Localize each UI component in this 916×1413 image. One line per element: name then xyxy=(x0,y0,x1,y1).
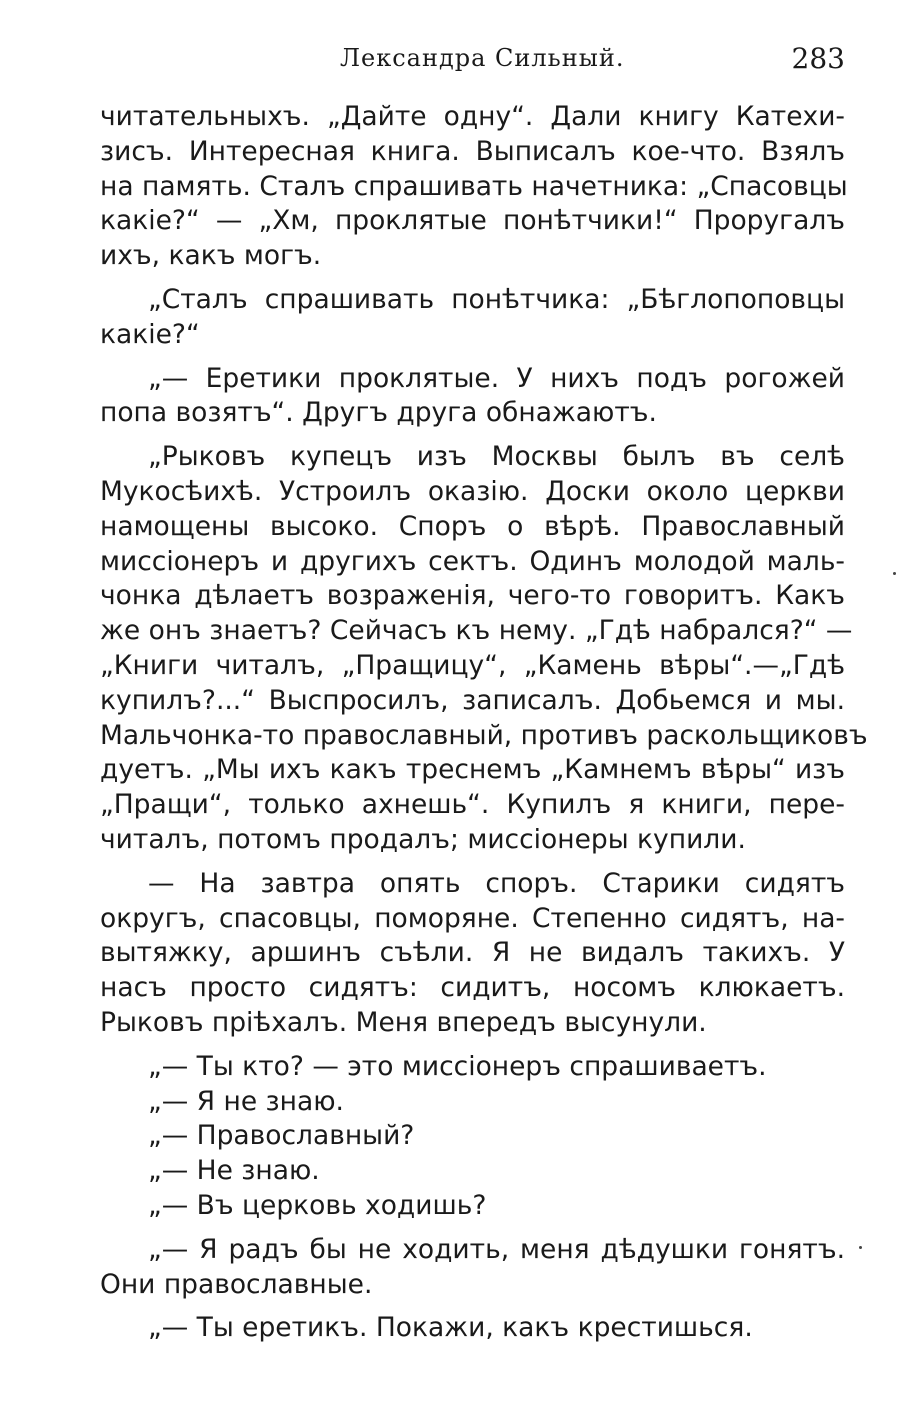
dialog-line: „— Въ церковь ходишь? xyxy=(148,1189,487,1221)
print-speck xyxy=(859,1246,862,1249)
text-line: читалъ, потомъ продалъ; миссіонеры купили. xyxy=(100,823,746,855)
text-line: какіе?“ xyxy=(100,318,200,350)
text-line: „Книги читалъ, „Пращицу“, „Камень вѣры“.—„Гдѣ xyxy=(100,649,845,681)
text-line: „Сталъ спрашивать понѣтчика: „Бѣглопоповцы xyxy=(148,283,845,315)
running-title: Лександра Сильный. xyxy=(340,44,625,72)
text-line: вытяжку, аршинъ съѣли. Я не видалъ такихъ. У xyxy=(100,937,845,969)
dialog-line: „— Не знаю. xyxy=(148,1155,320,1187)
text-line: читательныхъ. „Дайте одну“. Дали книгу Катехи- xyxy=(100,101,845,132)
paragraph xyxy=(100,1233,845,1303)
text-line: Они православные. xyxy=(100,1268,373,1300)
paragraph xyxy=(100,283,845,353)
text-line: зисъ. Интересная книга. Выписалъ кое-что. Взялъ xyxy=(100,135,845,167)
closing-dialog xyxy=(100,1311,845,1346)
text-line: на память. Сталъ спрашивать начетника: „Спасовцы xyxy=(100,170,848,202)
dialog-line: „— Православный? xyxy=(148,1120,415,1152)
text-line: — На завтра опять споръ. Старики сидятъ xyxy=(148,867,845,899)
text-line: какіе?“ — „Хм, проклятые понѣтчики!“ Проругалъ xyxy=(100,205,845,237)
text-line: чонка дѣлаетъ возраженія, чего-то говоритъ. Какъ xyxy=(100,580,845,612)
paragraph xyxy=(100,362,845,432)
paragraph xyxy=(100,867,845,1041)
text-line: миссіонеръ и другихъ сектъ. Одинъ молодой маль- xyxy=(100,545,845,577)
dialog-block xyxy=(100,1050,845,1224)
text-line: Мукосѣихѣ. Устроилъ оказію. Доски около церкви xyxy=(100,475,845,507)
text-line: „— Еретики проклятые. У нихъ подъ рогожей xyxy=(148,362,845,394)
page-number: 283 xyxy=(791,42,845,75)
print-speck xyxy=(893,572,896,575)
text-line: „Рыковъ купецъ изъ Москвы былъ въ селѣ xyxy=(148,441,845,473)
text-line: купилъ?...“ Выспросилъ, записалъ. Добьемся и мы. xyxy=(100,684,845,716)
text-line: намощены высоко. Споръ о вѣрѣ. Православный xyxy=(100,510,845,542)
text-line: дуетъ. „Мы ихъ какъ треснемъ „Камнемъ вѣры“ изъ xyxy=(100,754,845,786)
page-header xyxy=(100,40,845,80)
text-line: Мальчонка-то православный, противъ раскольщиковъ xyxy=(100,719,868,751)
text-line: попа возятъ“. Другъ друга обнажаютъ. xyxy=(100,397,657,429)
dialog-line: „— Я не знаю. xyxy=(148,1085,344,1117)
paragraph xyxy=(100,100,848,274)
paragraph xyxy=(100,440,868,858)
dialog-line: „— Ты еретикъ. Покажи, какъ крестишься. xyxy=(148,1312,753,1344)
text-line: „Пращи“, только ахнешь“. Купилъ я книги, пере- xyxy=(100,789,845,821)
text-line: же онъ знаетъ? Сейчасъ къ нему. „Гдѣ набрался?“ — xyxy=(100,615,853,647)
body-text xyxy=(100,100,868,1355)
text-line: Рыковъ пріѣхалъ. Меня впередъ высунули. xyxy=(100,1006,707,1038)
text-line: ихъ, какъ могъ. xyxy=(100,240,322,272)
text-line: насъ просто сидятъ: сидитъ, носомъ клюкаетъ. xyxy=(100,972,845,1004)
text-line: округъ, спасовцы, поморяне. Степенно сидятъ, на- xyxy=(100,902,845,934)
text-line: „— Я радъ бы не ходить, меня дѣдушки гонятъ. xyxy=(148,1233,845,1265)
dialog-line: „— Ты кто? — это миссіонеръ спрашиваетъ. xyxy=(148,1050,767,1082)
